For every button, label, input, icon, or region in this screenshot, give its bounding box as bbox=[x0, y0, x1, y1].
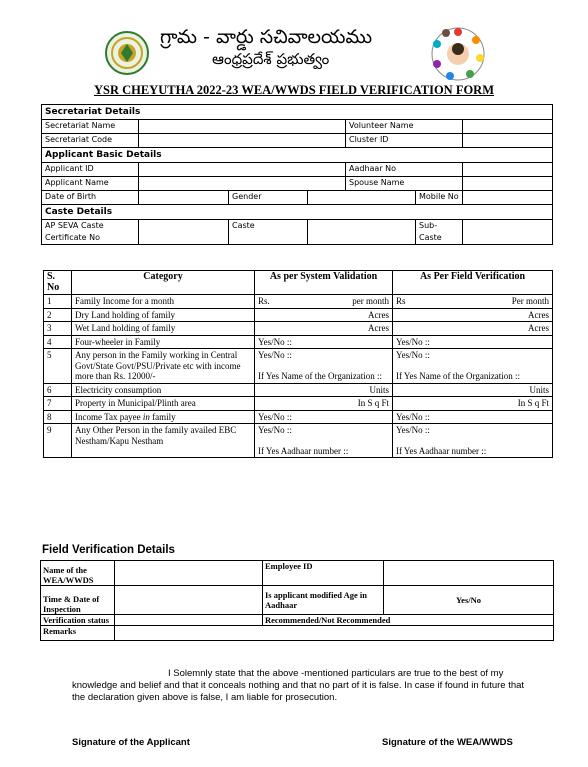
system-value-cell-unit: per month bbox=[352, 296, 389, 306]
spouse-name-label: Spouse Name bbox=[346, 177, 463, 191]
telugu-title-line2: ఆంధ్రప్రదేశ్ ప్రభుత్వం bbox=[212, 50, 330, 68]
field-value-cell[interactable] bbox=[393, 424, 553, 458]
aadhaar-no-field[interactable] bbox=[463, 163, 553, 177]
field-verification-heading: Field Verification Details bbox=[42, 544, 175, 556]
field-value-cell[interactable] bbox=[393, 308, 553, 322]
cluster-id-label: Cluster ID bbox=[346, 134, 463, 148]
system-value-cell[interactable] bbox=[255, 322, 393, 336]
system-value-cell-unit: Acres bbox=[368, 323, 389, 333]
applicant-id-field[interactable] bbox=[139, 163, 346, 177]
category-text: in bbox=[142, 411, 150, 422]
dob-label: Date of Birth bbox=[42, 191, 139, 205]
criteria-sno: 7 bbox=[44, 397, 72, 411]
verification-status-value[interactable]: Recommended/Not Recommended bbox=[263, 615, 554, 626]
criteria-row bbox=[44, 410, 553, 424]
criteria-sno: 4 bbox=[44, 335, 72, 349]
system-validation-header: As per System Validation bbox=[255, 271, 393, 295]
criteria-sno: 9 bbox=[44, 424, 72, 458]
ap-emblem-logo bbox=[104, 30, 150, 76]
criteria-sno: 1 bbox=[44, 295, 72, 309]
secretariat-name-label: Secretariat Name bbox=[42, 120, 139, 134]
criteria-sno: 5 bbox=[44, 349, 72, 384]
system-value-cell[interactable] bbox=[255, 349, 393, 384]
criteria-sno: 6 bbox=[44, 383, 72, 397]
system-value-cell-extra: If Yes Name of the Organization :: bbox=[258, 370, 383, 381]
applicant-name-field[interactable] bbox=[139, 177, 346, 191]
system-value-cell-text: Yes/No :: bbox=[258, 425, 292, 435]
wea-name-field[interactable] bbox=[115, 561, 263, 586]
field-verification-table bbox=[40, 560, 554, 641]
criteria-table bbox=[43, 270, 553, 458]
field-value-cell-text: Yes/No :: bbox=[396, 425, 430, 435]
field-value-cell[interactable] bbox=[393, 383, 553, 397]
system-value-cell-text: Rs. bbox=[258, 296, 270, 306]
criteria-row bbox=[44, 335, 553, 349]
verification-status-label: Verification status bbox=[41, 615, 115, 626]
volunteer-name-field[interactable] bbox=[463, 120, 553, 134]
criteria-category: Dry Land holding of family bbox=[72, 308, 255, 322]
system-value-cell-text: Yes/No :: bbox=[258, 411, 292, 422]
system-value-cell[interactable] bbox=[255, 335, 393, 349]
field-value-cell-unit: Acres bbox=[528, 309, 549, 320]
subcaste-label: Sub-Caste bbox=[416, 220, 463, 245]
mobile-no-label: Mobile No bbox=[416, 191, 463, 205]
criteria-category: Four-wheeler in Family bbox=[72, 335, 255, 349]
criteria-category: Any Other Person in the family availed EBC Nestham/Kapu Nestham bbox=[72, 424, 255, 458]
field-value-cell-unit: Units bbox=[529, 384, 549, 395]
cluster-id-field[interactable] bbox=[463, 134, 553, 148]
gender-label: Gender bbox=[229, 191, 308, 205]
applicant-name-label: Applicant Name bbox=[42, 177, 139, 191]
category-header: Category bbox=[72, 271, 255, 295]
criteria-row bbox=[44, 322, 553, 336]
employee-id-field[interactable] bbox=[384, 561, 554, 586]
applicant-details-table bbox=[41, 104, 553, 245]
criteria-row bbox=[44, 424, 553, 458]
inspection-time-field[interactable] bbox=[115, 586, 263, 615]
field-value-cell-text: Yes/No :: bbox=[396, 350, 430, 360]
caste-heading: Caste Details bbox=[42, 205, 553, 220]
caste-cert-label: AP SEVA Caste Certificate No bbox=[42, 220, 139, 245]
criteria-row bbox=[44, 295, 553, 309]
secretariat-code-label: Secretariat Code bbox=[42, 134, 139, 148]
field-value-cell-text: Yes/No :: bbox=[396, 411, 430, 422]
system-value-cell-text: Yes/No :: bbox=[258, 350, 292, 360]
volunteer-name-label: Volunteer Name bbox=[346, 120, 463, 134]
criteria-sno: 3 bbox=[44, 322, 72, 336]
remarks-label: Remarks bbox=[41, 626, 115, 641]
secretariat-heading: Secretariat Details bbox=[42, 105, 553, 120]
spouse-name-field[interactable] bbox=[463, 177, 553, 191]
age-modified-label: Is applicant modified Age in Aadhaar bbox=[263, 586, 384, 615]
declaration-text: I Solemnly state that the above -mentioned particulars are true to the best of my knowledge and belief and that it conceals nothing and that no part of it is false. In case if found in future that the declaration given above is false, I am liable for prosecution. bbox=[72, 668, 525, 703]
field-value-cell[interactable] bbox=[393, 295, 553, 309]
wea-signature-label: Signature of the WEA/WWDS bbox=[382, 737, 513, 748]
criteria-category bbox=[72, 410, 255, 424]
system-value-cell[interactable] bbox=[255, 410, 393, 424]
criteria-row bbox=[44, 383, 553, 397]
inspection-time-label: Time & Date of Inspection bbox=[41, 586, 115, 615]
applicant-signature-label: Signature of the Applicant bbox=[72, 737, 190, 748]
caste-label: Caste bbox=[229, 220, 308, 245]
criteria-category: Any person in the Family working in Central Govt/State Govt/PSU/Private etc with income more than Rs. 12000/- bbox=[72, 349, 255, 384]
age-modified-value[interactable]: Yes/No bbox=[384, 586, 554, 615]
field-value-cell-text: Yes/No :: bbox=[396, 336, 430, 347]
applicant-heading: Applicant Basic Details bbox=[42, 148, 553, 163]
verification-status-blank bbox=[115, 615, 263, 626]
system-value-cell[interactable] bbox=[255, 397, 393, 411]
field-value-cell[interactable] bbox=[393, 349, 553, 384]
field-value-cell-unit: Per month bbox=[511, 296, 549, 306]
system-value-cell-unit: In S q Ft bbox=[357, 398, 389, 408]
mobile-no-field[interactable] bbox=[463, 191, 553, 205]
category-text: Income Tax payee bbox=[75, 411, 143, 422]
secretariat-name-field[interactable] bbox=[139, 120, 346, 134]
navaratnalu-logo bbox=[430, 26, 486, 82]
field-value-cell-extra: If Yes Aadhaar number :: bbox=[396, 445, 487, 456]
subcaste-field[interactable] bbox=[463, 220, 553, 245]
field-value-cell[interactable] bbox=[393, 322, 553, 336]
field-value-cell-text: Rs bbox=[396, 296, 406, 306]
criteria-category: Wet Land holding of family bbox=[72, 322, 255, 336]
remarks-field[interactable] bbox=[115, 626, 554, 641]
system-value-cell-unit: Acres bbox=[368, 309, 389, 320]
employee-id-label: Employee ID bbox=[263, 561, 384, 586]
system-value-cell[interactable] bbox=[255, 383, 393, 397]
system-value-cell[interactable] bbox=[255, 295, 393, 309]
field-value-cell-unit: In S q Ft bbox=[517, 398, 549, 408]
category-text: family bbox=[149, 411, 176, 422]
form-title: YSR CHEYUTHA 2022-23 WEA/WWDS FIELD VERIFICATION FORM bbox=[93, 83, 495, 97]
field-value-cell[interactable] bbox=[393, 335, 553, 349]
applicant-id-label: Applicant ID bbox=[42, 163, 139, 177]
field-verification-header: As Per Field Verification bbox=[393, 271, 553, 295]
field-value-cell[interactable] bbox=[393, 397, 553, 411]
system-value-cell-extra: If Yes Aadhaar number :: bbox=[258, 445, 349, 456]
criteria-row bbox=[44, 349, 553, 384]
gender-field[interactable] bbox=[308, 191, 416, 205]
criteria-category: Property in Municipal/Plinth area bbox=[72, 397, 255, 411]
criteria-row bbox=[44, 397, 553, 411]
criteria-category: Family Income for a month bbox=[72, 295, 255, 309]
system-value-cell-unit: Units bbox=[369, 384, 389, 395]
field-value-cell-extra: If Yes Name of the Organization :: bbox=[396, 370, 521, 381]
criteria-sno: 8 bbox=[44, 410, 72, 424]
aadhaar-no-label: Aadhaar No bbox=[346, 163, 463, 177]
telugu-title-line1: గ్రామ - వార్డు సచివాలయము bbox=[160, 26, 373, 48]
field-value-cell[interactable] bbox=[393, 410, 553, 424]
caste-field[interactable] bbox=[308, 220, 416, 245]
system-value-cell[interactable] bbox=[255, 424, 393, 458]
system-value-cell[interactable] bbox=[255, 308, 393, 322]
system-value-cell-text: Yes/No :: bbox=[258, 336, 292, 347]
criteria-sno: 2 bbox=[44, 308, 72, 322]
criteria-category: Electricity consumption bbox=[72, 383, 255, 397]
wea-name-label: Name of the WEA/WWDS bbox=[41, 561, 115, 586]
dob-field[interactable] bbox=[139, 191, 229, 205]
secretariat-code-field[interactable] bbox=[139, 134, 346, 148]
caste-cert-field[interactable] bbox=[139, 220, 229, 245]
sno-header: S. No bbox=[44, 271, 72, 295]
field-value-cell-unit: Acres bbox=[528, 323, 549, 333]
criteria-row bbox=[44, 308, 553, 322]
